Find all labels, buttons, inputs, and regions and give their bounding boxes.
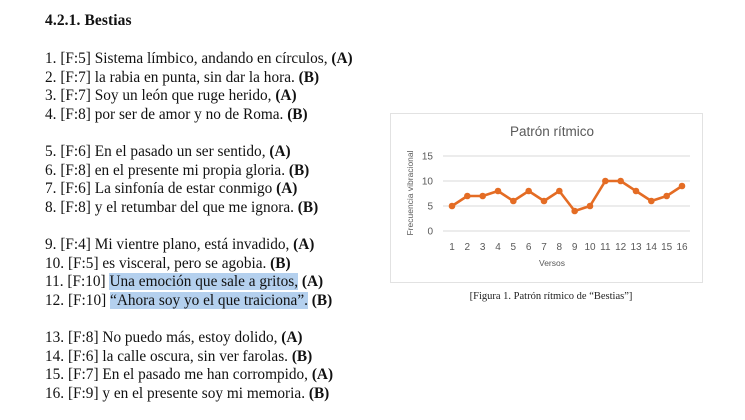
rhyme-label: (B) [288, 161, 310, 179]
syllable-count: [F:6] [67, 347, 99, 365]
verse-text: En el pasado un ser sentido, [94, 142, 266, 160]
x-tick-label: 12 [615, 242, 627, 253]
verse-line [45, 236, 353, 255]
syllable-count: [F:10] [67, 291, 107, 309]
verse-line [45, 50, 353, 69]
verse-line [45, 329, 353, 348]
x-tick-label: 8 [556, 242, 563, 253]
x-tick-label: 6 [525, 242, 532, 253]
verse-number: 7. [45, 180, 57, 198]
rhyme-label: (B) [311, 291, 333, 309]
x-tick-label: 10 [584, 242, 596, 253]
verse-number: 3. [45, 87, 57, 105]
verse-line [45, 199, 353, 218]
rhyme-label: (B) [297, 198, 319, 216]
syllable-count: [F:8] [60, 105, 91, 123]
verse-line [45, 87, 353, 106]
chart-frame [390, 113, 703, 283]
rhyme-label: (B) [291, 347, 313, 365]
x-tick-label: 14 [645, 242, 657, 253]
verse-line [45, 273, 353, 292]
verse-number: 11. [45, 273, 64, 291]
verse-number: 9. [45, 235, 57, 253]
verse-text: “Ahora soy yo el que traiciona”. [110, 291, 308, 309]
verse-number: 5. [45, 142, 57, 160]
syllable-count: [F:5] [67, 254, 99, 272]
rhyme-label: (B) [287, 105, 308, 123]
verse-number: 16. [45, 384, 65, 402]
rhyme-label: (B) [308, 384, 330, 402]
verse-number: 4. [45, 105, 57, 123]
stanza-break [45, 124, 353, 143]
verse-number: 1. [45, 50, 57, 67]
syllable-count: [F:9] [67, 384, 99, 402]
verse-number: 10. [45, 254, 65, 272]
syllable-count: [F:8] [60, 198, 91, 216]
verse-text: y en el presente soy mi memoria. [102, 384, 306, 402]
rhyme-label: (A) [275, 87, 297, 105]
verse-line [45, 348, 353, 367]
rhyme-label: (A) [301, 273, 324, 291]
rhyme-label: (A) [331, 50, 353, 67]
verse-line [45, 162, 353, 181]
x-tick-label: 9 [571, 242, 578, 253]
verse-text: es visceral, pero se agobia. [102, 254, 267, 272]
verse-text: en el presente mi propia gloria. [94, 161, 286, 179]
verse-text: En el pasado me han corrompido, [102, 366, 308, 384]
syllable-count: [F:7] [60, 87, 91, 105]
syllable-count: [F:7] [60, 68, 91, 86]
syllable-count: [F:7] [67, 366, 99, 384]
verse-number: 13. [45, 328, 65, 346]
verse-text: Mi vientre plano, está invadido, [94, 235, 290, 253]
x-tick-label: 2 [464, 242, 471, 253]
rhyme-label: (A) [276, 180, 298, 198]
y-axis-label: Frecuencia vibracional [405, 150, 415, 236]
rhyme-label: (A) [269, 142, 291, 160]
poem-verses [45, 50, 353, 403]
verse-line [45, 292, 353, 311]
x-tick-label: 4 [495, 242, 501, 253]
x-tick-label: 15 [661, 242, 673, 253]
verse-text: y el retumbar del que me ignora. [94, 198, 294, 216]
stanza-break [45, 217, 353, 236]
chart-title: Patrón rítmico [509, 124, 595, 139]
rhyme-label: (A) [281, 328, 303, 346]
syllable-count: [F:6] [60, 180, 91, 198]
x-tick-label: 5 [510, 242, 517, 253]
x-tick-label: 11 [600, 242, 611, 253]
figure-caption: [Figura 1. Patrón rítmico de “Bestias”] [469, 291, 633, 302]
x-tick-label: 13 [630, 242, 642, 253]
verse-text: la calle oscura, sin ver farolas. [102, 347, 288, 365]
stanza-break [45, 310, 353, 329]
verse-line [45, 255, 353, 274]
verse-text: No puedo más, estoy dolido, [102, 328, 278, 346]
verse-line [45, 366, 353, 385]
verse-number: 6. [45, 161, 57, 179]
verse-text: La sinfonía de estar conmigo [94, 180, 273, 198]
syllable-count: [F:8] [60, 161, 91, 179]
x-axis-label: Versos [539, 258, 565, 268]
x-tick-label: 7 [541, 242, 547, 253]
rhyme-label: (B) [298, 68, 320, 86]
verse-text: Una emoción que sale a gritos, [109, 273, 299, 291]
verse-number: 12. [45, 291, 65, 309]
verse-line [45, 180, 353, 199]
verse-number: 8. [45, 198, 57, 216]
x-tick-label: 16 [676, 242, 688, 253]
syllable-count: [F:5] [60, 50, 91, 67]
syllable-count: [F:6] [60, 142, 91, 160]
rhyme-label: (A) [311, 366, 334, 384]
y-tick-label: 5 [427, 201, 433, 213]
y-tick-label: 15 [421, 151, 433, 163]
section-heading: 4.2.1. Bestias [45, 12, 132, 29]
verse-text: Soy un león que ruge herido, [94, 87, 272, 105]
verse-text: por ser de amor y no de Roma. [94, 105, 284, 123]
x-tick-label: 1 [449, 242, 455, 253]
verse-number: 15. [45, 366, 65, 384]
verse-number: 2. [45, 68, 57, 86]
verse-line [45, 69, 353, 88]
verse-text: la rabia en punta, sin dar la hora. [94, 68, 295, 86]
syllable-count: [F:10] [67, 273, 106, 291]
verse-text: Sistema límbico, andando en círculos, [94, 50, 328, 67]
syllable-count: [F:4] [60, 235, 91, 253]
verse-line [45, 143, 353, 162]
rhyme-label: (A) [293, 235, 315, 253]
verse-number: 14. [45, 347, 65, 365]
x-tick-label: 3 [479, 242, 486, 253]
verse-line [45, 106, 353, 125]
syllable-count: [F:8] [67, 328, 99, 346]
y-tick-label: 10 [421, 176, 433, 188]
rhyme-label: (B) [270, 254, 291, 272]
verse-line [45, 385, 353, 404]
y-tick-label: 0 [427, 226, 433, 238]
